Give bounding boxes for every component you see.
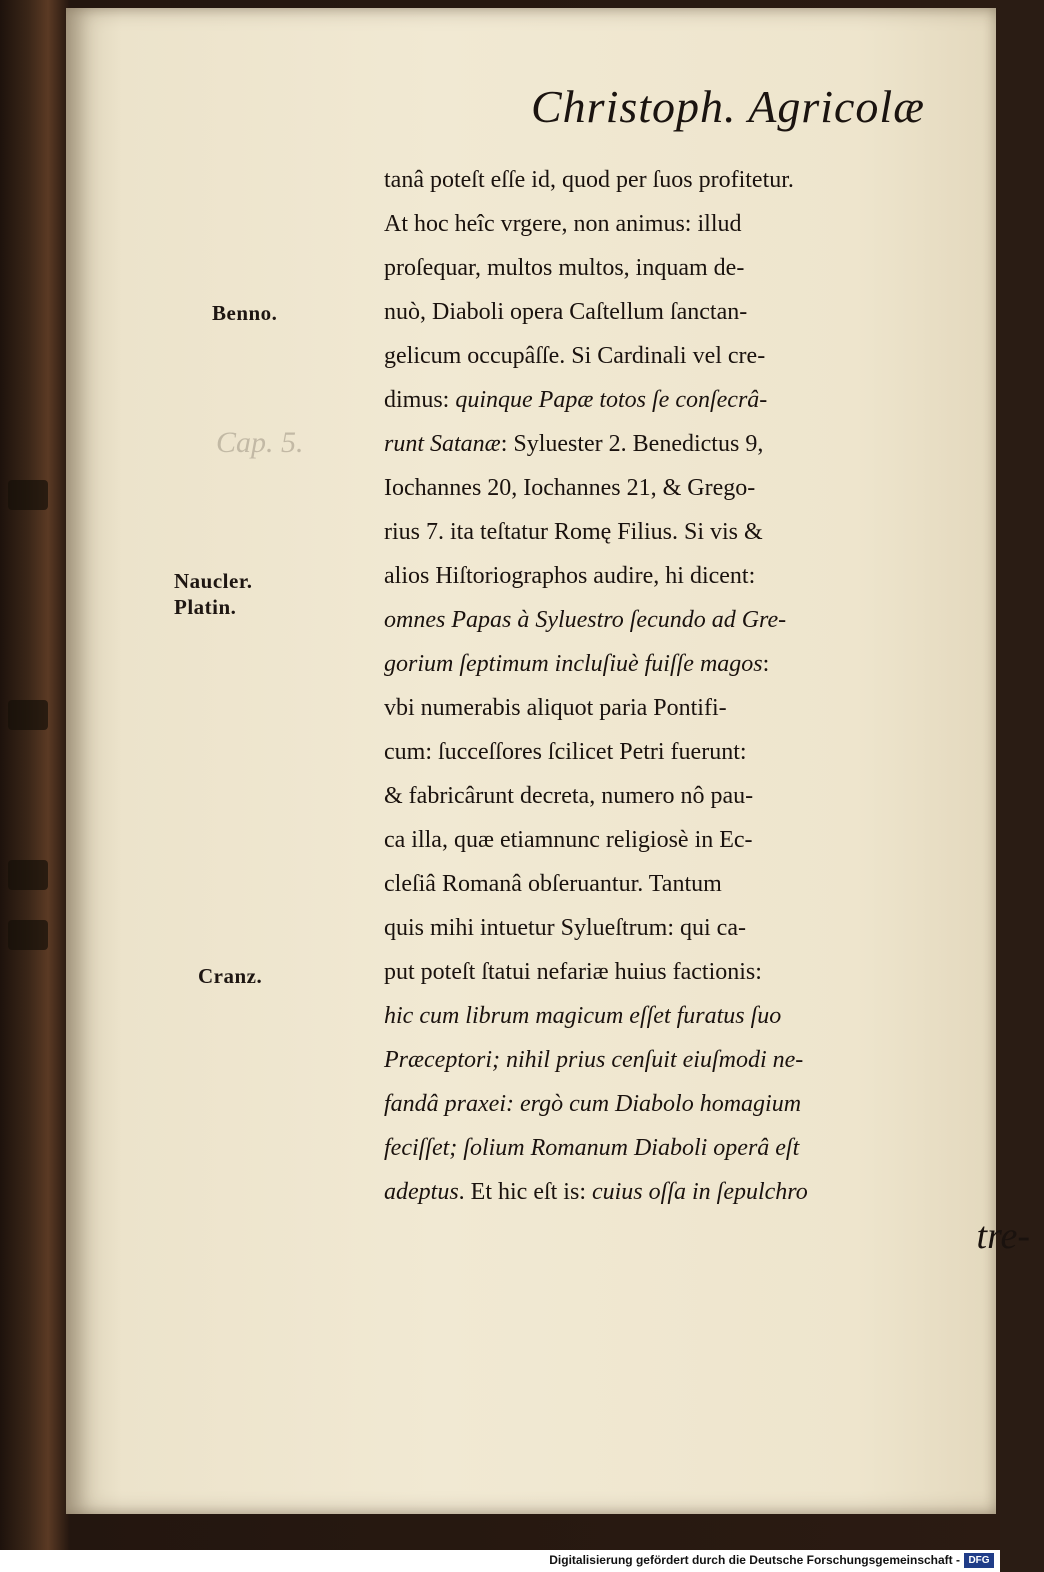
text-line	[384, 422, 1044, 466]
margin-note-benno: Benno.	[212, 301, 278, 325]
text-line	[384, 950, 1044, 994]
text-span: & fabricârunt decreta, numero nô pau-	[384, 783, 754, 809]
main-text-block	[384, 158, 1044, 1258]
text-line	[384, 730, 1044, 774]
text-span: nuò, Diaboli opera Caſtellum ſanctan-	[384, 299, 748, 325]
text-line	[384, 598, 1044, 642]
text-span: gorium ſeptimum incluſiuè fuiſſe magos	[384, 651, 763, 677]
text-line	[384, 202, 1044, 246]
text-span: . Et hic eſt is:	[458, 1179, 592, 1205]
text-line	[384, 1170, 1044, 1214]
text-line	[384, 334, 1044, 378]
text-span: At hoc heîc vrgere, non animus: illud	[384, 211, 742, 237]
text-line	[384, 686, 1044, 730]
margin-note-cranz: Cranz.	[198, 964, 263, 988]
text-line	[384, 1038, 1044, 1082]
catchword: tre-	[976, 1215, 1030, 1257]
text-span: rius 7. ita teſtatur Romę Filius. Si vis &	[384, 519, 763, 545]
book-page	[66, 8, 1030, 1514]
text-span: quis mihi intuetur Sylueſtrum: qui ca-	[384, 915, 746, 941]
text-span: alios Hiſtoriographos audire, hi dicent:	[384, 563, 756, 589]
text-span: proſequar, multos multos, inquam de-	[384, 255, 745, 281]
dfg-logo-icon: DFG	[964, 1553, 994, 1568]
text-span: gelicum occupâſſe. Si Cardinali vel cre-	[384, 343, 766, 369]
text-span: Præceptori; nihil prius cenſuit eiuſmodi ne-	[384, 1047, 804, 1073]
text-line	[384, 378, 1044, 422]
text-span: put poteſt ſtatui nefariæ huius factionis:	[384, 959, 762, 985]
text-span: : Syluester 2. Benedictus 9,	[500, 431, 764, 457]
text-line	[384, 246, 1044, 290]
text-span: cleſiâ Romanâ obſeruantur. Tantum	[384, 871, 722, 897]
text-line	[384, 1082, 1044, 1126]
text-span: runt Satanæ	[384, 431, 501, 457]
funding-notice: Digitalisierung gefördert durch die Deutsche Forschungsgemeinschaft -	[549, 1553, 960, 1567]
text-line	[384, 642, 1044, 686]
text-line	[384, 774, 1044, 818]
text-line	[384, 466, 1044, 510]
text-span: Iochannes 20, Iochannes 21, & Grego-	[384, 475, 756, 501]
text-line	[384, 906, 1044, 950]
footer-bar	[0, 1550, 1000, 1572]
text-span: hic cum librum magicum eſſet furatus ſuo	[384, 1003, 782, 1029]
text-span: cum: ſucceſſores ſcilicet Petri fuerunt:	[384, 739, 747, 765]
running-title: Christoph. Agricolæ	[531, 81, 925, 132]
margin-note-naucler-platin: Naucler. Platin.	[174, 569, 253, 619]
text-line	[384, 554, 1044, 598]
text-line	[384, 994, 1044, 1038]
text-span: adeptus	[384, 1179, 459, 1205]
text-span: quinque Papæ totos ſe conſecrâ-	[455, 387, 768, 413]
text-line	[384, 862, 1044, 906]
bleed-through-text: Cap. 5.	[216, 426, 304, 459]
text-line	[384, 510, 1044, 554]
text-span: ca illa, quæ etiamnunc religiosè in Ec-	[384, 827, 753, 853]
text-span: fandâ praxei: ergò cum Diabolo homagium	[384, 1091, 802, 1117]
text-span: dimus:	[384, 387, 456, 413]
text-line	[384, 1126, 1044, 1170]
text-span: omnes Papas à Syluestro ſecundo ad Gre-	[384, 607, 787, 633]
text-line	[384, 290, 1044, 334]
text-span: :	[762, 651, 770, 677]
text-span: feciſſet; ſolium Romanum Diaboli operâ eſt	[384, 1135, 800, 1161]
text-span: cuius oſſa in ſepulchro	[591, 1179, 808, 1205]
text-line	[384, 818, 1044, 862]
text-span: tanâ poteſt eſſe id, quod per ſuos profitetur.	[384, 167, 794, 193]
text-span: vbi numerabis aliquot paria Pontifi-	[384, 695, 727, 721]
text-line	[384, 158, 1044, 202]
